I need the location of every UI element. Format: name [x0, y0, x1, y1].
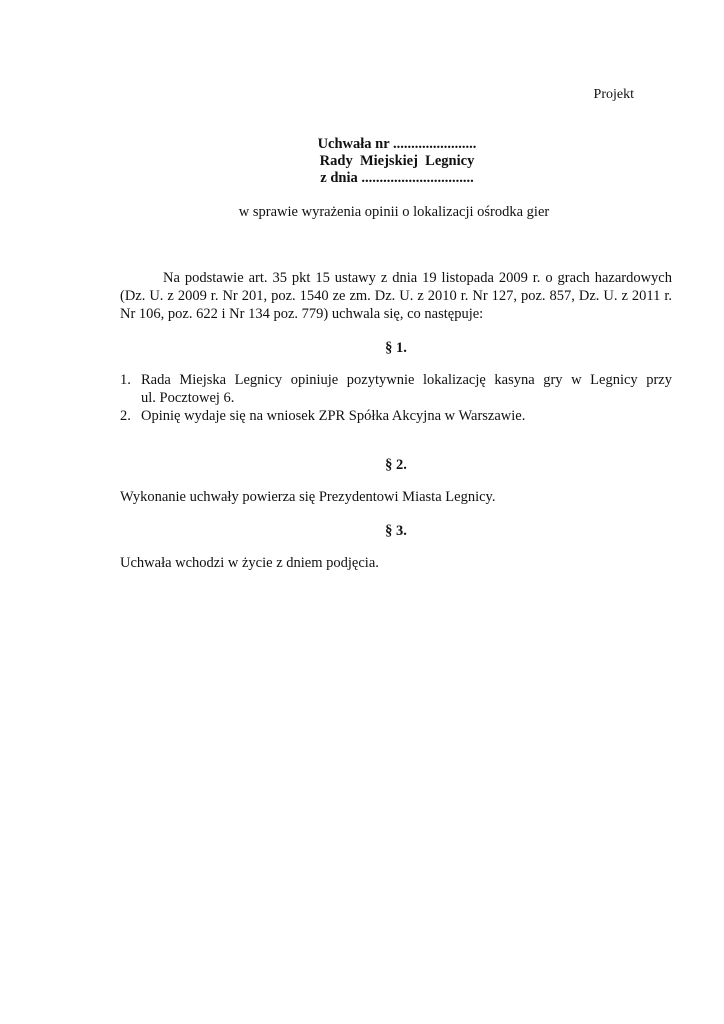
list-item-number: 2. — [120, 408, 131, 424]
resolution-number: Uchwała nr ....................... — [317, 136, 477, 152]
section-2-mark: § 2. — [385, 457, 407, 473]
list-item — [120, 407, 672, 425]
projekt-label: Projekt — [593, 87, 634, 102]
preamble-line-2: (Dz. U. z 2009 r. Nr 201, poz. 1540 ze zm. Dz. U. z 2010 r. Nr 127, poz. 857, Dz. U. z 2011 r. — [120, 288, 672, 304]
section-3-mark: § 3. — [385, 523, 407, 539]
resolution-subject: w sprawie wyrażenia opinii o lokalizacji ośrodka gier — [238, 204, 550, 220]
section-2-text: Wykonanie uchwały powierza się Prezydentowi Miasta Legnicy. — [120, 489, 496, 505]
resolution-header — [0, 136, 724, 187]
list-item-text: Opinię wydaje się na wniosek ZPR Spółka Akcyjna w Warszawie. — [141, 408, 526, 424]
preamble-line-3: Nr 106, poz. 622 i Nr 134 poz. 779) uchwala się, co następuje: — [120, 306, 484, 322]
preamble — [120, 269, 672, 323]
resolution-date: z dnia ............................... — [320, 170, 474, 186]
list-item-text-line-1: Rada Miejska Legnicy opiniuje pozytywnie lokalizację kasyna gry w Legnicy przy — [141, 372, 672, 388]
council-name: Rady Miejskiej Legnicy — [319, 153, 475, 169]
list-item — [120, 371, 672, 407]
preamble-line-1: Na podstawie art. 35 pkt 15 ustawy z dnia 19 listopada 2009 r. o grach hazardowych — [163, 270, 672, 286]
section-1-list — [120, 371, 672, 425]
section-3-text: Uchwała wchodzi w życie z dniem podjęcia. — [120, 555, 379, 571]
section-1-mark: § 1. — [385, 340, 407, 356]
list-item-text-line-2: ul. Pocztowej 6. — [141, 390, 235, 406]
list-item-number: 1. — [120, 372, 131, 388]
